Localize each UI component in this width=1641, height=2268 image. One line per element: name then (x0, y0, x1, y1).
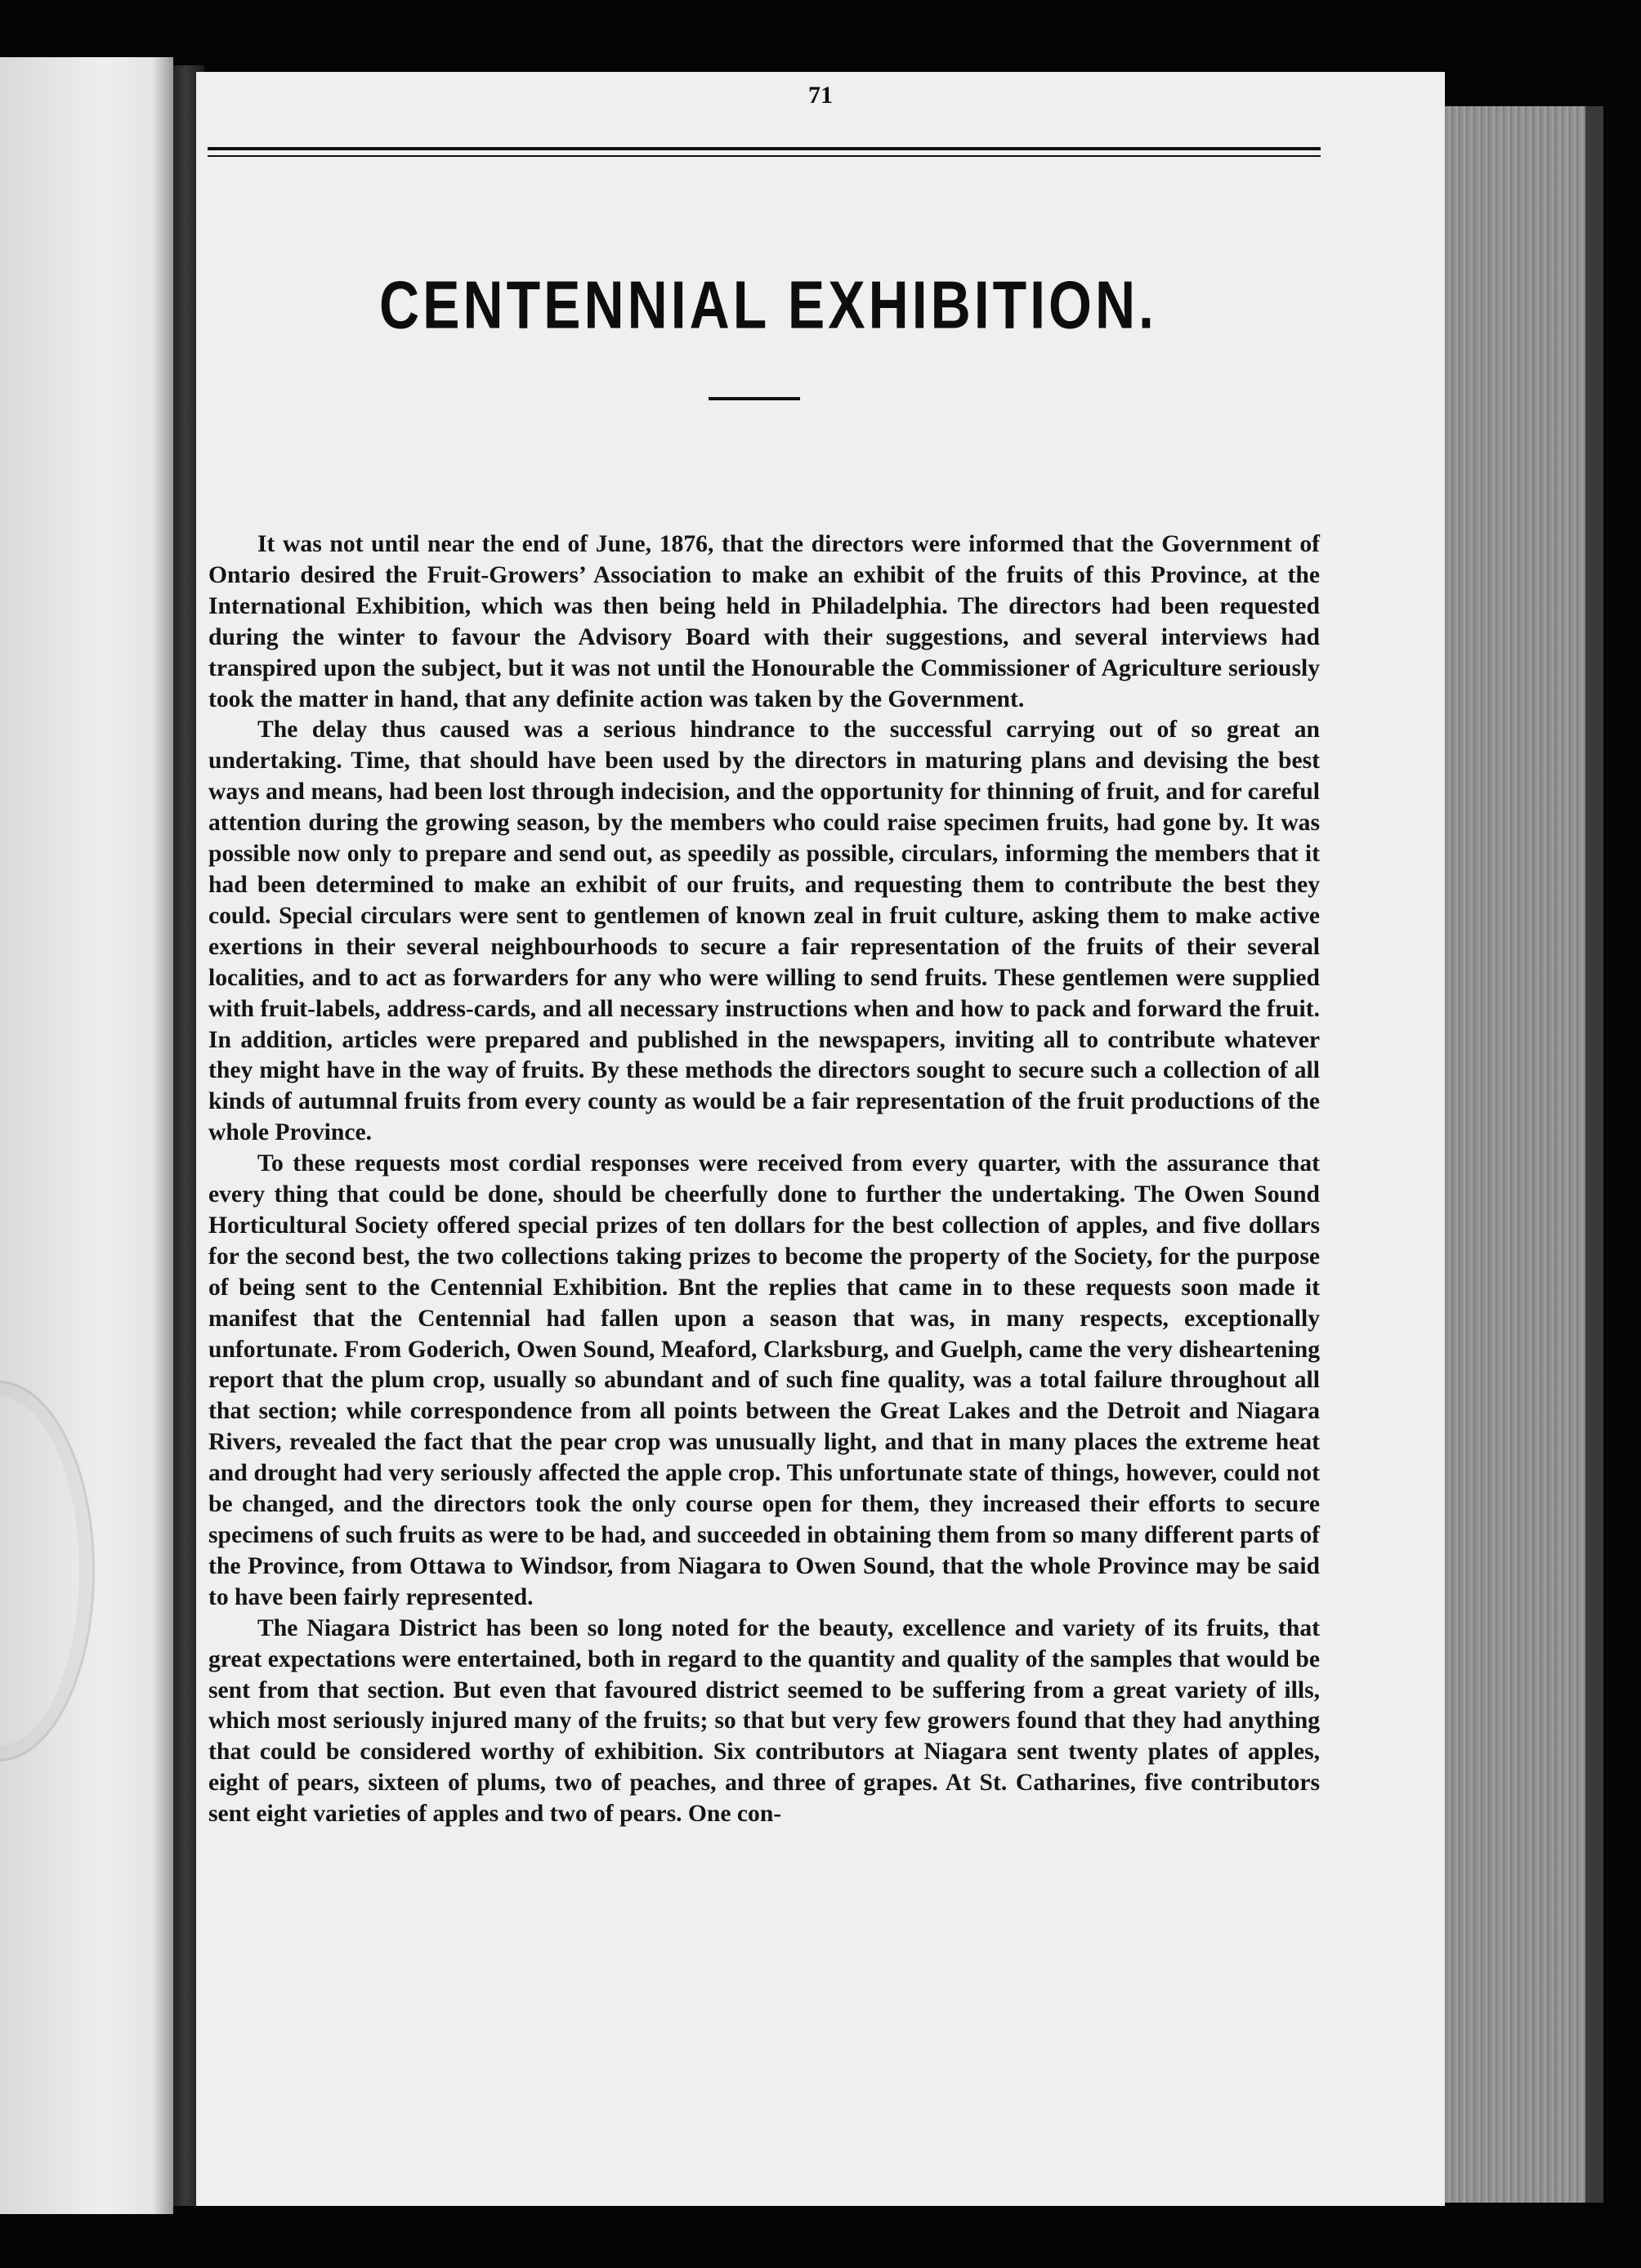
article-body (208, 529, 1320, 1830)
header-rule-thick (208, 147, 1321, 150)
page-edges-shadow (1585, 106, 1603, 2203)
paragraph-3: To these requests most cordial responses were received from every quarter, with the assurance that every thing that could be done, should be cheerfully done to further the undertaking. The Owen Sound Horticultural Society offered special prizes of ten dollars for the best collection of apples, and five dollars for the second best, the two collections taking prizes to become the property of the Society, for the purpose of being sent to the Centennial Exhibition. Bnt the replies that came in to these requests soon made it manifest that the Centennial had fallen upon a season that was, in many respects, exceptionally unfortunate. From Goderich, Owen Sound, Meaford, Clarksburg, and Guelph, came the very disheartening report that the plum crop, usually so abundant and of such fine quality, was a total failure throughout all that section; while correspondence from all points between the Great Lakes and the Detroit and Niagara Rivers, revealed the fact that the pear crop was unusually light, and that in many places the extreme heat and drought had very seriously affected the apple crop. This unfortunate state of things, however, could not be changed, and the directors took the only course open for them, they increased their efforts to secure specimens of such fruits as were to be had, and succeeded in obtaining them from so many different parts of the Province, from Ottawa to Windsor, from Niagara to Owen Sound, that the whole Province may be said to have been fairly represented. (208, 1150, 1320, 1610)
title-rule (709, 397, 800, 400)
header-rule-thin (208, 155, 1321, 157)
page-number: 71 (808, 82, 833, 109)
page-edges (1440, 106, 1603, 2203)
page-title: CENTENNIAL EXHIBITION. (379, 267, 1157, 343)
paragraph-4: The Niagara District has been so long noted for the beauty, excellence and variety of its fruits, that great expectations were entertained, both in regard to the quantity and quality of the samples that would be sent from that section. But even that favoured district seemed to be suffering from a great variety of ills, which most seriously injured many of the fruits; so that but very few growers found that they had anything that could be considered worthy of exhibition. Six contributors at Niagara sent twenty plates of apples, eight of pears, sixteen of plums, two of peaches, and three of grapes. At St. Catharines, five contributors sent eight varieties of apples and two of pears. One con- (208, 1614, 1320, 1828)
book-page (196, 72, 1445, 2206)
seal-impression (0, 1381, 95, 1761)
paragraph-1: It was not until near the end of June, 1876, that the directors were informed that the Government of Ontario desired the Fruit-Growers’ Association to make an exhibit of the fruits of this Province, at the International Exhibition, which was then being held in Philadelphia. The directors had been requested during the winter to favour the Advisory Board with their suggestions, and several interviews had transpired upon the subject, but it was not until the Honourable the Commissioner of Agriculture seriously took the matter in hand, that any definite action was taken by the Government. (208, 531, 1320, 712)
facing-page (0, 57, 173, 2214)
paragraph-2: The delay thus caused was a serious hindrance to the successful carrying out of so great an undertaking. Time, that should have been used by the directors in maturing plans and devising the best ways and means, had been lost through indecision, and the opportunity for thinning of fruit, and for careful attention during the growing season, by the members who could raise specimen fruits, had gone by. It was possible now only to prepare and send out, as speedily as possible, circulars, informing the members that it had been determined to make an exhibit of our fruits, and requesting them to contribute the best they could. Special circulars were sent to gentlemen of known zeal in fruit culture, asking them to make active exertions in their several neighbourhoods to secure a fair representation of the fruits of their several localities, and to act as forwarders for any who were willing to send fruits. These gentlemen were supplied with fruit-labels, address-cards, and all necessary instructions when and how to pack and forward the fruit. In addition, articles were prepared and published in the newspapers, inviting all to contribute whatever they might have in the way of fruits. By these methods the directors sought to secure such a collection of all kinds of autumnal fruits from every county as would be a fair representation of the fruit productions of the whole Province. (208, 717, 1320, 1146)
